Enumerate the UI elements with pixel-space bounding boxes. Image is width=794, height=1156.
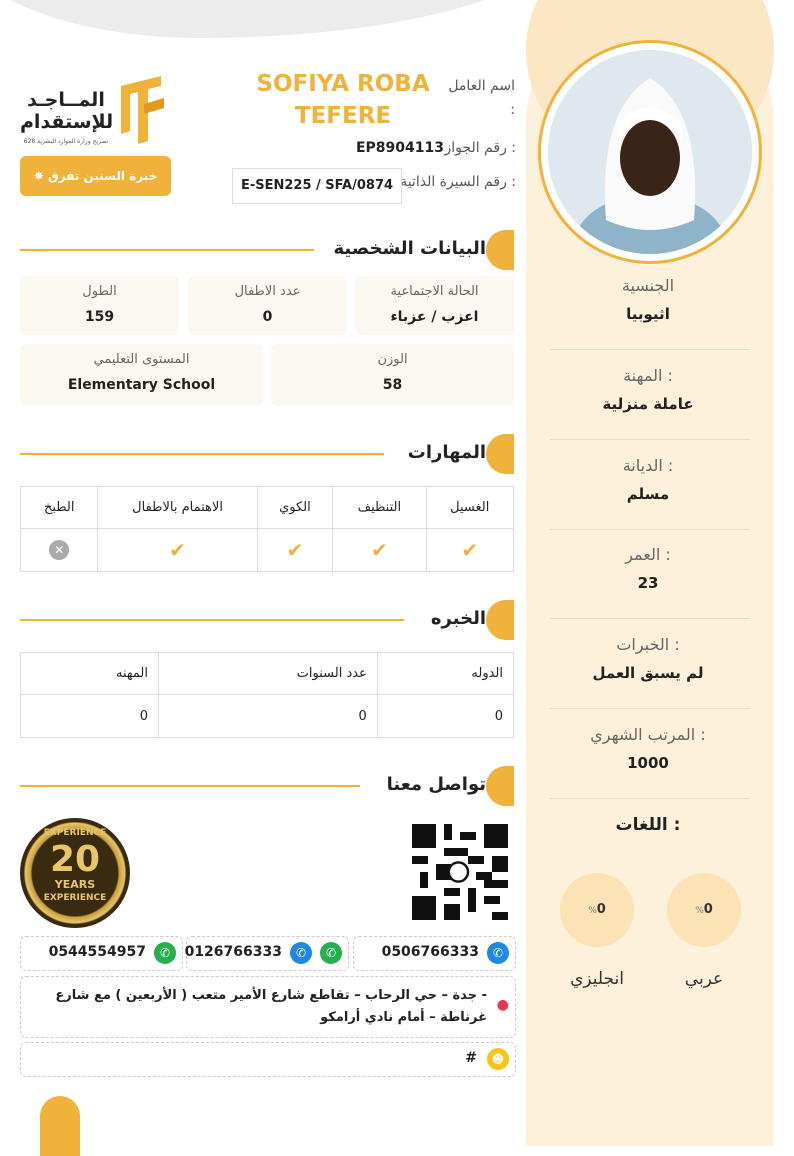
sidebar-divider [550, 349, 750, 350]
education-value: Elementary School [67, 377, 216, 393]
logo-mark-icon [116, 76, 166, 146]
skill-status-cell [21, 529, 98, 572]
cv-label: رقم السيرة الذاتية : [400, 174, 516, 190]
height-card [20, 276, 179, 335]
seal-bottom-text: EXPERIENCE [43, 893, 107, 903]
section-tab [486, 434, 514, 474]
height-label: الطول [82, 284, 117, 299]
experience-badge [20, 156, 171, 196]
skills-table [20, 486, 514, 572]
experience-cell: 0 [21, 695, 159, 738]
skill-header: الغسيل [426, 487, 513, 529]
religion-label: الديانة : [622, 456, 674, 475]
worker-portrait-icon [548, 50, 752, 254]
company-logo [20, 76, 170, 156]
snapchat-handle[interactable]: # [465, 1050, 477, 1066]
experience-row [21, 695, 514, 738]
phone-icon: ✆ [290, 942, 312, 964]
profession-label: المهنة : [623, 366, 673, 385]
children-label: عدد الاطفال [234, 284, 301, 299]
snapchat-box[interactable] [20, 1042, 516, 1077]
experience-badge-label: خبرة السنين تفرق [48, 169, 158, 183]
experience-header: الدوله [377, 653, 513, 695]
english-level [560, 873, 634, 947]
address-box [20, 976, 516, 1038]
experience-block [548, 635, 748, 682]
section-tab [486, 600, 514, 640]
languages-title: اللغات : [615, 815, 681, 835]
skill-status-cell [98, 529, 257, 572]
snapchat-icon: ☻ [487, 1048, 509, 1070]
qr-code-icon[interactable] [412, 824, 508, 920]
children-card [188, 276, 347, 335]
phone-box-2[interactable] [186, 936, 349, 971]
experience-label: الخبرات : [616, 635, 680, 654]
experience-value: لم يسبق العمل [592, 664, 704, 682]
whatsapp-icon: ✆ [320, 942, 342, 964]
experience-header: عدد السنوات [158, 653, 377, 695]
skill-header: الاهتمام بالاطفال [98, 487, 257, 529]
phone-number-2[interactable]: 0126766333 [184, 944, 282, 960]
english-unit: % [588, 906, 597, 916]
english-label: انجليزي [570, 969, 624, 989]
logo-name: المــاجـد [27, 89, 105, 111]
profession-block [548, 366, 748, 413]
contact-title: تواصل معنا [386, 774, 486, 795]
age-block [548, 545, 748, 592]
section-line [20, 785, 360, 787]
religion-block [548, 456, 748, 503]
skills-status-row [21, 529, 514, 572]
experience-header: المهنه [21, 653, 159, 695]
experience-title: الخبره [430, 608, 486, 629]
personal-title: البيانات الشخصية [333, 238, 486, 259]
sidebar-divider [550, 798, 750, 799]
check-icon: ✔ [169, 538, 186, 562]
logo-license: تصريح وزارة الموارد البشرية 628 [23, 138, 109, 145]
salary-block [548, 725, 748, 772]
worker-name-line1: SOFIYA ROBA [256, 71, 430, 97]
experience-cell: 0 [158, 695, 377, 738]
age-label: العمر : [625, 545, 671, 564]
worker-photo [548, 50, 752, 254]
marital-value: اعزب / عزباء [390, 309, 479, 325]
weight-label: الوزن [377, 352, 408, 367]
check-icon: ✔ [461, 538, 479, 562]
sparkle-icon: ✸ [33, 169, 44, 183]
profession-value: عاملة منزلية [602, 395, 694, 413]
section-line [20, 619, 404, 621]
skills-header-row [21, 487, 514, 529]
religion-value: مسلم [626, 485, 670, 503]
worker-name [250, 68, 436, 132]
phone-box-1[interactable] [353, 936, 516, 971]
phone-number-1[interactable]: 0506766333 [381, 944, 479, 960]
education-card [20, 344, 263, 406]
name-colon: : [510, 102, 515, 118]
education-label: المستوى التعليمي [93, 352, 190, 367]
nationality-block [548, 276, 748, 323]
skill-header: الطبخ [21, 487, 98, 529]
location-pin-icon: ● [496, 997, 509, 1013]
sidebar-divider [550, 708, 750, 709]
skill-status-cell [333, 529, 426, 572]
arabic-unit: % [695, 906, 704, 916]
salary-label: المرتب الشهري : [590, 725, 706, 744]
skill-header: الكوي [257, 487, 333, 529]
nationality-label: الجنسية [621, 276, 675, 295]
passport-number: EP8904113 [355, 140, 444, 156]
phone-icon: ✆ [487, 942, 509, 964]
weight-card [271, 344, 514, 406]
address-text: - جدة – حي الرحاب – تقاطع شارع الأمير متعب ( الأربعين ) مع شارع غرناطة – أمام نادي أرامكو [55, 988, 487, 1025]
section-tab [486, 766, 514, 806]
section-line [20, 453, 384, 455]
experience-header-row [21, 653, 514, 695]
sidebar-divider [550, 439, 750, 440]
experience-table [20, 652, 514, 738]
check-icon: ✔ [370, 538, 388, 562]
age-value: 23 [637, 574, 659, 592]
skills-title: المهارات [407, 442, 486, 463]
skill-status-cell [426, 529, 513, 572]
whatsapp-icon: ✆ [154, 942, 176, 964]
sidebar-divider [550, 618, 750, 619]
marital-card [355, 276, 514, 335]
arabic-level [667, 873, 741, 947]
weight-value: 58 [382, 377, 403, 393]
seal-number: 20 [49, 839, 101, 880]
experience-seal [20, 818, 130, 928]
passport-label: رقم الجواز : [444, 140, 516, 156]
name-label: اسم العامل [448, 78, 515, 94]
marital-label: الحالة الاجتماعية [390, 284, 479, 299]
cross-circle-icon: ✕ [49, 540, 69, 560]
arabic-label: عربي [684, 969, 724, 989]
english-value: 0 [596, 902, 606, 917]
worker-name-line2: TEFERE [294, 103, 392, 129]
seal-top-text: EXPERIENCE [43, 828, 107, 838]
check-icon: ✔ [286, 538, 304, 562]
phone-number-3[interactable]: 0544554957 [48, 944, 146, 960]
arabic-value: 0 [703, 902, 713, 917]
children-value: 0 [262, 309, 273, 325]
salary-value: 1000 [627, 754, 669, 772]
seal-years: YEARS [54, 878, 96, 891]
nationality-value: اثيوبيا [626, 305, 670, 323]
bottom-tab-decoration [40, 1096, 80, 1156]
section-line [20, 249, 314, 251]
sidebar-divider [550, 529, 750, 530]
skill-status-cell [257, 529, 333, 572]
section-tab [486, 230, 514, 270]
experience-cell: 0 [377, 695, 513, 738]
phone-box-3[interactable] [20, 936, 183, 971]
height-value: 159 [84, 309, 115, 325]
cv-number: E-SEN225 / SFA/0874 [232, 168, 402, 204]
top-decoration [0, 0, 560, 38]
logo-subname: للإستقدام [20, 111, 114, 133]
skill-header: التنظيف [333, 487, 426, 529]
